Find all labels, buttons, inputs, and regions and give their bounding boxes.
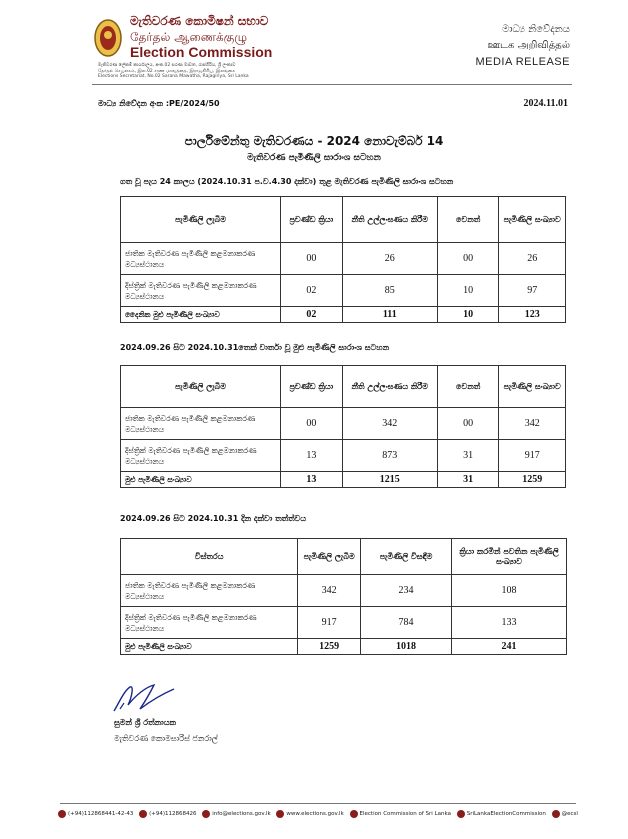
commission-name-tamil: தேர்தல் ஆணைக்குழு — [130, 30, 248, 44]
cell-value: 342 — [499, 408, 566, 440]
address-english: Elections Secretariat, No.02 Sarana Mawatha, Rajagiriya, Sri Lanka — [98, 74, 249, 79]
col-header: විස්තරය — [121, 539, 298, 575]
col-header: පැමිණිලි ලැබීම — [121, 366, 281, 408]
cell-value: 917 — [298, 607, 361, 639]
col-header: පැමිණිලි ලැබීම — [298, 539, 361, 575]
total-row — [121, 307, 566, 323]
cell-value: 241 — [452, 639, 567, 655]
media-release-sinhala: මාධ්‍ය නිවේදනය — [502, 24, 570, 35]
media-release-tamil: ஊடக அறிவித்தல் — [487, 40, 570, 51]
row-label: ජාතික මැතිවරණ පැමිණිලි කළමනාකරණ මධ්‍යස්ථානය — [121, 575, 298, 607]
table-row — [121, 607, 567, 639]
footer-text: (+94)112868426 — [149, 811, 197, 817]
page-subtitle: මැතිවරණ පැමිණිලි සාරාංශ සටහන — [247, 153, 381, 163]
footer-text: (+94)112868441-42-43 — [68, 811, 134, 817]
web-icon — [276, 810, 284, 818]
emblem-logo — [93, 18, 123, 58]
cell-value: 02 — [280, 275, 342, 307]
col-header: ප්‍රචණ්ඩ ක්‍රියා — [280, 197, 342, 243]
facebook-icon — [350, 810, 358, 818]
footer-item-phone[interactable] — [58, 810, 133, 818]
cell-value: 97 — [499, 275, 566, 307]
col-header: ක්‍රියා කරමින් පවතින පැමිණිලි සංඛ්‍යාව — [452, 539, 567, 575]
table-row — [121, 275, 566, 307]
media-release-english: MEDIA RELEASE — [475, 56, 570, 68]
table-row — [121, 575, 567, 607]
col-header: පැමිණිලි සංඛ්‍යාව — [499, 366, 566, 408]
cell-value: 26 — [342, 243, 437, 275]
cell-value: 00 — [280, 243, 342, 275]
cell-value: 00 — [437, 243, 499, 275]
cell-value: 10 — [437, 275, 499, 307]
signatory-title: මැතිවරණ කොමසාරිස් ජනරාල් — [114, 734, 218, 743]
footer-item-web[interactable] — [276, 810, 343, 818]
cell-value: 26 — [499, 243, 566, 275]
col-header: වෙනත් — [437, 197, 499, 243]
table-row — [121, 243, 566, 275]
cell-value: 02 — [280, 307, 342, 323]
signatory-name: සුමන් ශ්‍රී රත්නායක — [114, 718, 176, 727]
table-status — [120, 538, 567, 655]
footer-divider — [60, 803, 576, 804]
footer-item-fax[interactable] — [139, 810, 196, 818]
cell-value: 31 — [437, 472, 499, 488]
cell-value: 917 — [499, 440, 566, 472]
footer-item-youtube[interactable] — [457, 810, 546, 818]
cell-value: 133 — [452, 607, 567, 639]
footer-item-email[interactable] — [202, 810, 270, 818]
page-title: පාර්ලිමේන්තු මැතිවරණය - 2024 නොවැම්බර් 14 — [184, 134, 444, 148]
footer-text: info@elections.gov.lk — [212, 811, 271, 817]
cell-value: 123 — [499, 307, 566, 323]
footer-contacts — [58, 810, 578, 818]
row-label: ජාතික මැතිවරණ පැමිණිලි කළමනාකරණ මධ්‍යස්ථානය — [121, 408, 281, 440]
cell-value: 342 — [342, 408, 437, 440]
address-sinhala: මැතිවරණ ලේකම් කාර්යාලය, අංක.02 සරණ මාවත, රාජගිරිය, ශ්‍රී ලංකාව — [98, 63, 236, 68]
row-label: දිස්ත්‍රික් මැතිවරණ පැමිණිලි කළමනාකරණ මධ්‍යස්ථානය — [121, 607, 298, 639]
row-label: ජාතික මැතිවරණ පැමිණිලි කළමනාකරණ මධ්‍යස්ථානය — [121, 243, 281, 275]
youtube-icon — [457, 810, 465, 818]
cell-value: 85 — [342, 275, 437, 307]
signature-image — [110, 681, 180, 715]
release-date: 2024.11.01 — [523, 98, 568, 109]
footer-item-facebook[interactable] — [350, 810, 451, 818]
phone-icon — [58, 810, 66, 818]
row-label: දිස්ත්‍රික් මැතිවරණ පැමිණිලි කළමනාකරණ මධ්‍යස්ථානය — [121, 275, 281, 307]
cell-value: 342 — [298, 575, 361, 607]
footer-text: SriLankaElectionCommission — [466, 811, 546, 817]
footer-item-twitter[interactable] — [552, 810, 578, 818]
cell-value: 1018 — [361, 639, 452, 655]
col-header: නීති උල්ලංඝණය කිරීම — [342, 366, 437, 408]
cell-value: 1215 — [342, 472, 437, 488]
footer-text: Election Commission of Sri Lanka — [359, 811, 451, 817]
section3-heading: 2024.09.26 සිට 2024.10.31 දින දක්වා තත්ත්වය — [120, 514, 307, 523]
cell-value: 00 — [280, 408, 342, 440]
col-header: පැමිණිලි විසඳීම — [361, 539, 452, 575]
section1-heading: ගත වූ පැය 24 කාලය (2024.10.31 ප.ව.4.30 දක්වා) තුළ මැතිවරණ පැමිණිලි සාරාංශ සටහන — [120, 177, 454, 186]
commission-name-english: Election Commission — [130, 44, 273, 60]
table-24h-summary — [120, 196, 566, 323]
table-cumulative-summary — [120, 365, 566, 488]
address-tamil: தேர்தல் செயலகம், இல.02 சரண மாவத்தை, இராஜகிரிய, இலங்கை — [98, 69, 236, 74]
cell-value: 784 — [361, 607, 452, 639]
reference-number: මාධ්‍ය නිවේදන අංක :PE/2024/50 — [98, 99, 220, 108]
cell-value: 1259 — [499, 472, 566, 488]
header-divider — [92, 84, 572, 85]
col-header: පැමිණිලි සංඛ්‍යාව — [499, 197, 566, 243]
col-header: පැමිණිලි ලැබීම — [121, 197, 281, 243]
cell-value: 00 — [437, 408, 499, 440]
twitter-icon — [552, 810, 560, 818]
cell-value: 111 — [342, 307, 437, 323]
table-row — [121, 408, 566, 440]
total-row — [121, 639, 567, 655]
section2-heading: 2024.09.26 සිට 2024.10.31තෙක් වාර්තා වූ මුළු පැමිණිලි සාරාංශ සටහන — [120, 343, 390, 352]
cell-value: 13 — [280, 472, 342, 488]
cell-value: 31 — [437, 440, 499, 472]
cell-value: 108 — [452, 575, 567, 607]
fax-icon — [139, 810, 147, 818]
footer-text: @ecsl — [561, 811, 578, 817]
commission-name-sinhala: මැතිවරණ කොමිෂන් සභාව — [130, 14, 269, 28]
row-label: මුළු පැමිණිලි සංඛ්‍යාව — [121, 472, 281, 488]
cell-value: 1259 — [298, 639, 361, 655]
footer-text: www.elections.gov.lk — [286, 811, 344, 817]
row-label: දෛනික මුළු පැමිණිලි සංඛ්‍යාව — [121, 307, 281, 323]
col-header: ප්‍රචණ්ඩ ක්‍රියා — [280, 366, 342, 408]
total-row — [121, 472, 566, 488]
cell-value: 10 — [437, 307, 499, 323]
row-label: මුළු පැමිණිලි සංඛ්‍යාව — [121, 639, 298, 655]
cell-value: 13 — [280, 440, 342, 472]
table-row — [121, 440, 566, 472]
cell-value: 234 — [361, 575, 452, 607]
row-label: දිස්ත්‍රික් මැතිවරණ පැමිණිලි කළමනාකරණ මධ්‍යස්ථානය — [121, 440, 281, 472]
col-header: වෙනත් — [437, 366, 499, 408]
cell-value: 873 — [342, 440, 437, 472]
col-header: නීති උල්ලංඝණය කිරීම — [342, 197, 437, 243]
email-icon — [202, 810, 210, 818]
